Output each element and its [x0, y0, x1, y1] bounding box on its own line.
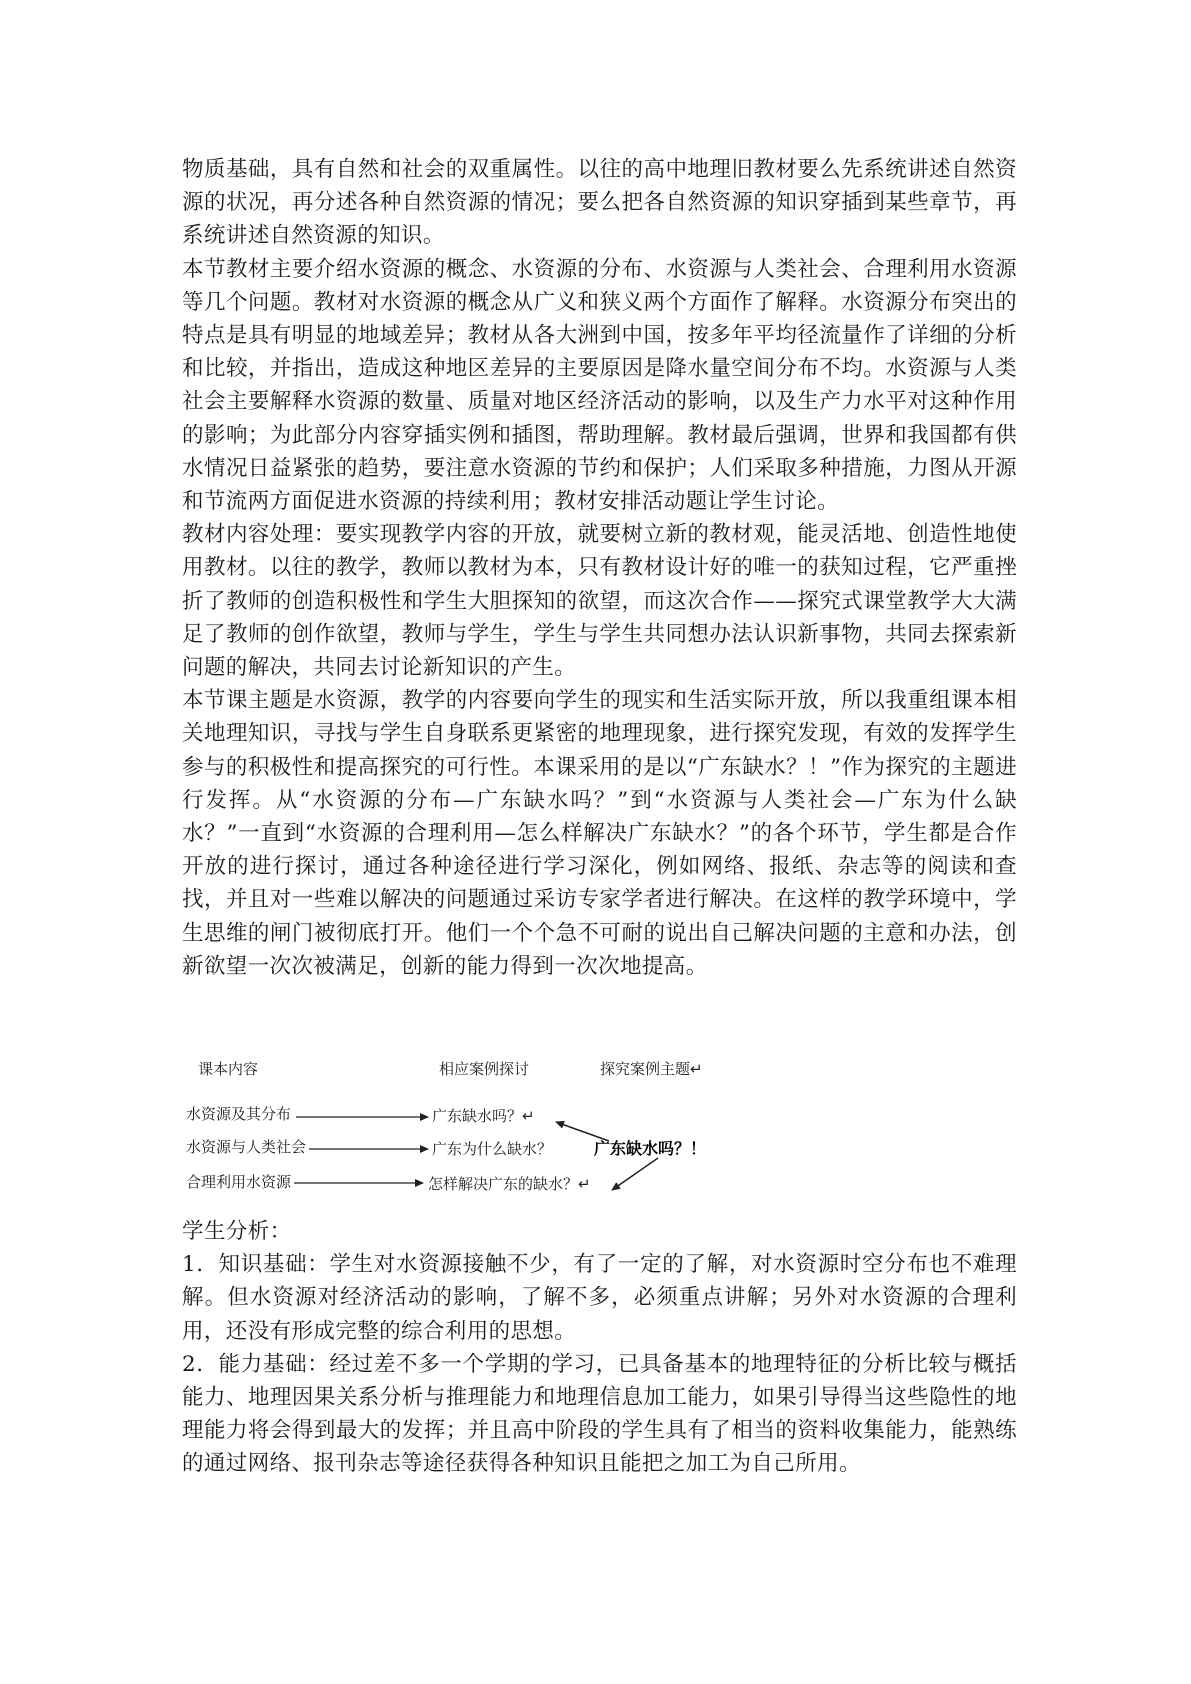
case-mapping-diagram: [182, 1025, 782, 1195]
arrow-theme-to-row-3: [612, 1158, 658, 1190]
section-heading: 学生分析：: [182, 1219, 292, 1244]
header-inquiry-theme: 探究案例主题↵: [600, 1060, 703, 1078]
row-2-case: 广东为什么缺水？: [432, 1140, 553, 1158]
paragraph: 1．知识基础：学生对水资源接触不少，有了一定的了解，对水资源时空分布也不难理解。但水资源对经济活动的影响，了解不多，必须重点讲解；另外对水资源的合理利用，还没有形成完整的综合利用的思想。: [182, 1252, 1017, 1344]
body-text-top: [182, 153, 1017, 983]
row-3-content: 合理利用水资源: [186, 1173, 292, 1191]
header-textbook-content: 课本内容: [198, 1060, 259, 1078]
paragraph: 本节课主题是水资源，教学的内容要向学生的现实和生活实际开放，所以我重组课本相关地理知识，寻找与学生自身联系更紧密的地理现象，进行探究发现，有效的发挥学生参与的积极性和提高探究的可行性。本课采用的是以“广东缺水？！”作为探究的主题进行发挥。从“水资源的分布—广东缺水吗？”到“水资源与人类社会—广东为什么缺水？”一直到“水资源的合理利用—怎么样解决广东缺水？”的各个环节，学生都是合作开放的进行探讨，通过各种途径进行学习深化，例如网络、报纸、杂志等的阅读和查找，并且对一些难以解决的问题通过采访专家学者进行解决。在这样的教学环境中，学生思维的闸门被彻底打开。他们一个个急不可耐的说出自己解决问题的主意和办法，创新欲望一次次被满足，创新的能力得到一次次地提高。: [182, 688, 1017, 979]
row-3-case: 怎样解决广东的缺水？↵: [428, 1175, 591, 1193]
paragraph: 本节教材主要介绍水资源的概念、水资源的分布、水资源与人类社会、合理利用水资源等几个问题。教材对水资源的概念从广义和狭义两个方面作了解释。水资源分布突出的特点是具有明显的地域差异；教材从各大洲到中国，按多年平均径流量作了详细的分析和比较，并指出，造成这种地区差异的主要原因是降水量空间分布不均。水资源与人类社会主要解释水资源的数量、质量对地区经济活动的影响，以及生产力水平对这种作用的影响；为此部分内容穿插实例和插图，帮助理解。教材最后强调，世界和我国都有供水情况日益紧张的趋势，要注意水资源的节约和保护；人们采取多种措施，力图从开源和节流两方面促进水资源的持续利用；教材安排活动题让学生讨论。: [182, 256, 1017, 515]
row-1-content: 水资源及其分布: [186, 1105, 292, 1123]
body-text-bottom: [182, 1215, 1017, 1481]
paragraph: 教材内容处理：要实现教学内容的开放，就要树立新的教材观，能灵活地、创造性地使用教材。以往的教学，教师以教材为本，只有教材设计好的唯一的获知过程，它严重挫折了教师的创造积极性和学生大胆探知的欲望，而这次合作——探究式课堂教学大大满足了教师的创作欲望，教师与学生，学生与学生共同想办法认识新事物，共同去探索新问题的解决，共同去讨论新知识的产生。: [182, 522, 1017, 681]
paragraph: 2．能力基础：经过差不多一个学期的学习，已具备基本的地理特征的分析比较与概括能力、地理因果关系分析与推理能力和地理信息加工能力，如果引导得当这些隐性的地理能力将会得到最大的发挥；并且高中阶段的学生具有了相当的资料收集能力，能熟练的通过网络、报刊杂志等途径获得各种知识且能把之加工为自己所用。: [182, 1351, 1017, 1477]
header-case-study: 相应案例探讨: [439, 1060, 530, 1078]
row-1-case: 广东缺水吗？↵: [432, 1107, 535, 1125]
row-2-content: 水资源与人类社会: [186, 1138, 307, 1156]
inquiry-theme-label: 广东缺水吗？！: [594, 1139, 707, 1158]
paragraph: 物质基础，具有自然和社会的双重属性。以往的高中地理旧教材要么先系统讲述自然资源的状况，再分述各种自然资源的情况；要么把各自然资源的知识穿插到某些章节，再系统讲述自然资源的知识。: [182, 157, 1017, 249]
